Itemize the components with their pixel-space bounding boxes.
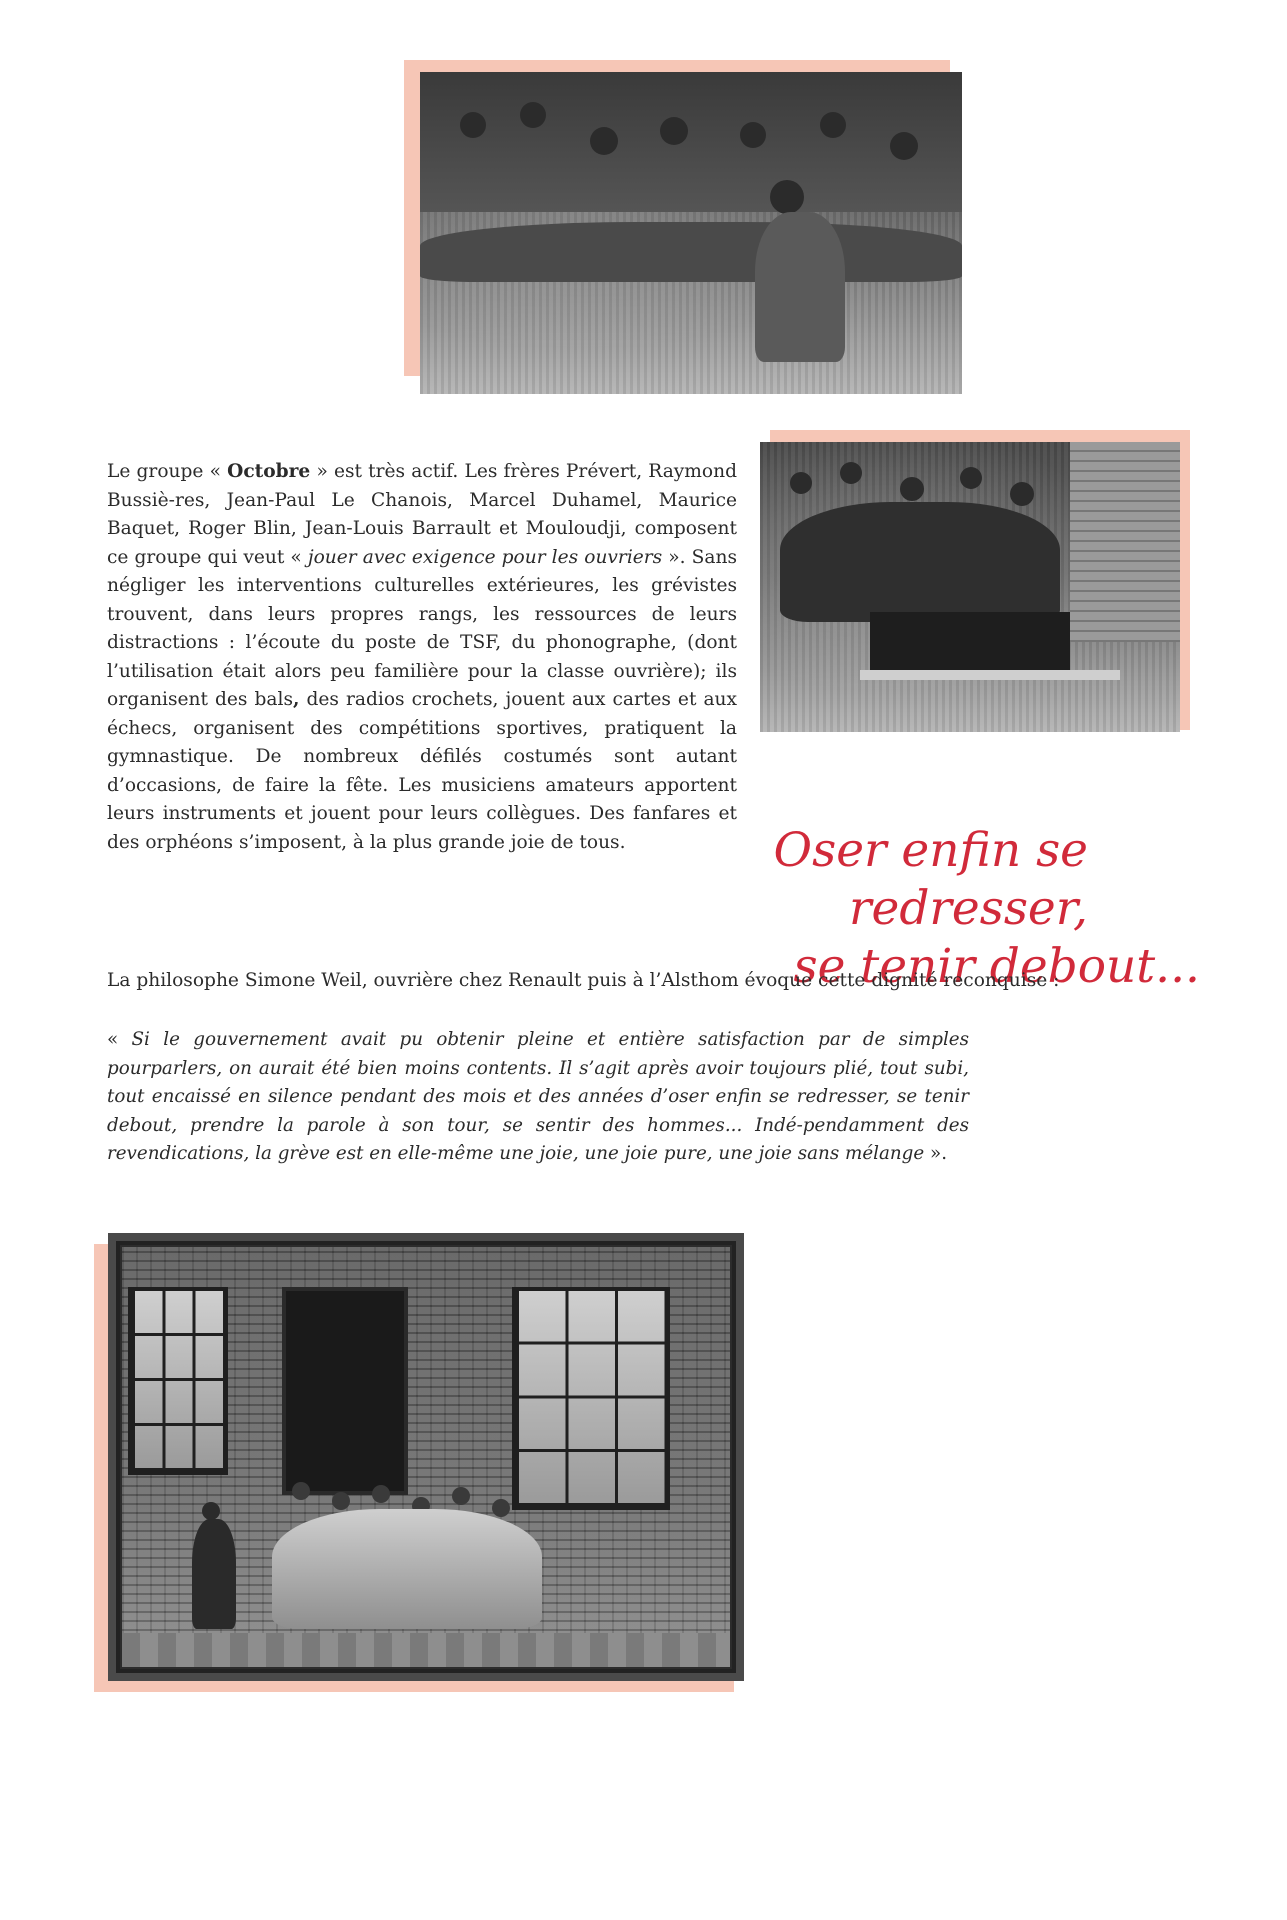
page-marker bbox=[1229, 1876, 1235, 1882]
body-paragraph bbox=[107, 458, 737, 857]
simone-weil-quote bbox=[107, 1026, 969, 1169]
heading-line-1: Oser enfin se redresser, bbox=[773, 823, 1088, 936]
body-text-segment: ». Sans négliger les interventions culturelles extérieures, les grévistes trouvent, dans leurs propres rangs, les ressources de leurs distractions : l’écoute du poste de TSF, du phonographe, (dont l’utilisation était alors peu familière pour la classe ouvrière); ils organisent des bals bbox=[107, 546, 737, 710]
photo-women-factory bbox=[122, 1247, 730, 1667]
body-text-segment: » est très actif. Les frères Prévert, Raymond Bussiè-res, Jean-Paul Le Chanois, Marcel Duhamel, Maurice Baquet, Roger Blin, Jean-Louis Barrault et Mouloudji, composent ce groupe qui veut « bbox=[107, 461, 738, 568]
photo-workers-crouching bbox=[420, 72, 962, 394]
body-text-segment: Le groupe « bbox=[107, 461, 228, 482]
quote-text: Si le gouvernement avait pu obtenir pleine et entière satisfaction par de simples pourparlers, on aurait été bien moins contents. Il s’agit après avoir toujours plié, tout subi, tout encaissé en silence pendant des mois et des années d’oser enfin se redresser, se tenir debout, prendre la parole à son tour, se sentir des hommes... Indé-pendamment des revendications, la grève est en elle-même une joie, une joie pure, une joie sans mélange bbox=[107, 1029, 969, 1164]
body-italic-quote: jouer avec exigence pour les ouvriers bbox=[307, 546, 663, 568]
body-bold-comma: , bbox=[293, 689, 300, 710]
heading-line-2: se tenir debout... bbox=[793, 939, 1200, 994]
quote-open-mark: « bbox=[107, 1029, 132, 1050]
quote-close-mark: ». bbox=[924, 1143, 948, 1164]
body-bold-octobre: Octobre bbox=[227, 461, 311, 482]
body-text-segment: des radios crochets, jouent aux cartes et aux échecs, organisent des compétitions sportives, pratiquent la gymnastique. De nombreux défilés costumés sont autant d’occasions, de faire la fête. Les musiciens amateurs apportent leurs instruments et jouent pour leurs collègues. Des fanfares et des orphéons s’imposent, à la plus grande joie de tous. bbox=[107, 689, 737, 853]
photo-workers-phonograph bbox=[760, 442, 1180, 732]
intro-sentence: La philosophe Simone Weil, ouvrière chez Renault puis à l’Alsthom évoque cette dignité reconquise : bbox=[107, 970, 1060, 991]
